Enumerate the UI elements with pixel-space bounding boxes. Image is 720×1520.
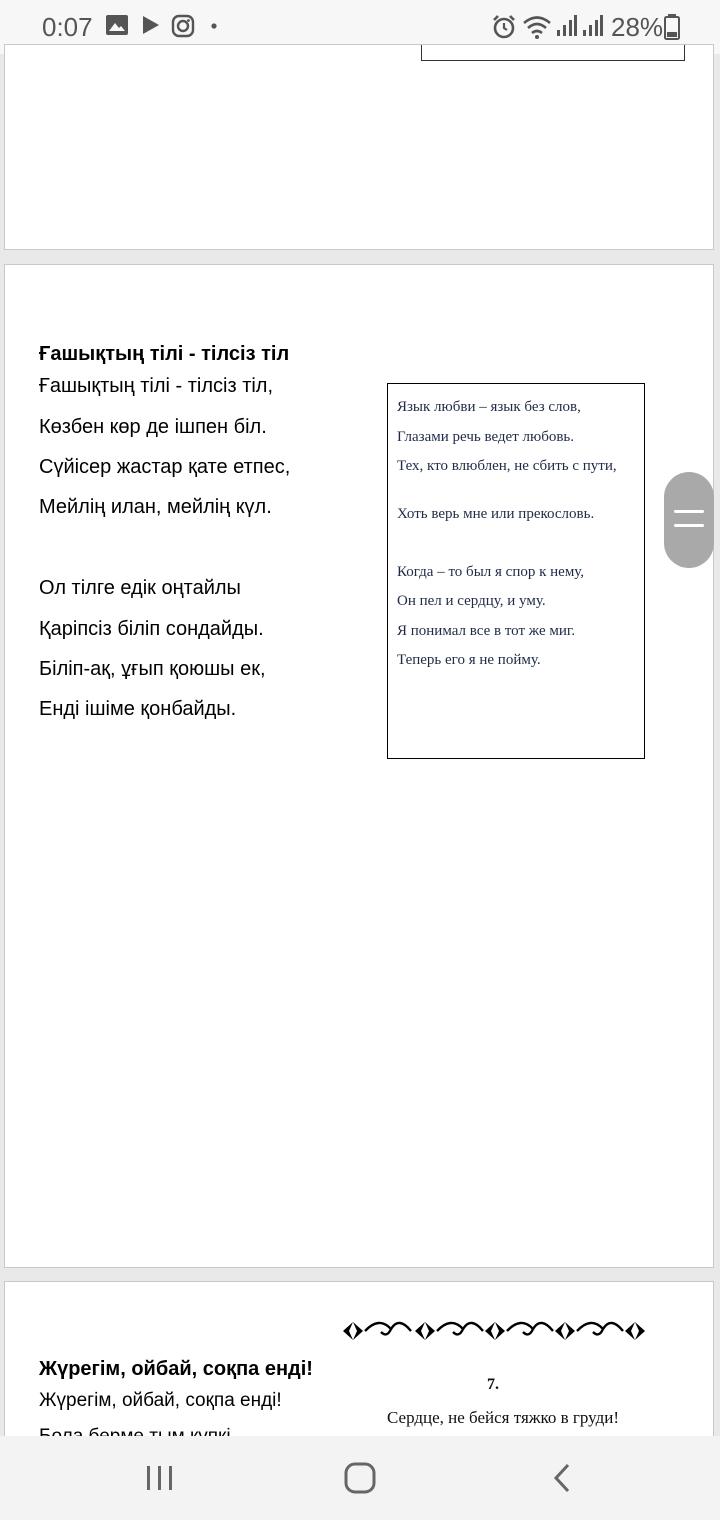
battery-icon xyxy=(664,14,680,40)
poem-title: Ғашықтың тілі - тілсіз тіл xyxy=(39,343,290,365)
alarm-icon xyxy=(491,14,517,40)
back-button[interactable] xyxy=(502,1436,622,1520)
home-icon xyxy=(344,1462,376,1494)
ornament-divider xyxy=(335,1312,653,1350)
status-time: 0:07 xyxy=(42,12,93,42)
translation-title: Сердце, не бейся тяжко в груди! xyxy=(387,1408,620,1427)
poem-line: Көзбен көр де ішпен біл. xyxy=(39,416,267,438)
translation-box xyxy=(387,383,645,759)
translation-line: Тех, кто влюблен, не сбить с пути, xyxy=(397,458,617,474)
translation-line: Когда – то был я спор к нему, xyxy=(397,564,585,580)
poem-line: Қаріпсіз біліп сондайды. xyxy=(39,618,264,640)
handle-grip-line xyxy=(674,510,704,513)
translation-line: Хоть верь мне или прекословь. xyxy=(397,506,595,522)
play-icon xyxy=(141,14,161,36)
translation-line: Теперь его я не пойму. xyxy=(397,652,541,668)
document-page xyxy=(4,264,714,1268)
translation-line: Он пел и сердцу, и уму. xyxy=(397,593,546,609)
dot-icon xyxy=(210,22,218,30)
translation-line: Глазами речь ведет любовь. xyxy=(397,429,575,445)
scroll-handle[interactable] xyxy=(664,472,714,568)
recent-apps-icon xyxy=(145,1464,175,1492)
document-page xyxy=(4,44,714,250)
instagram-icon xyxy=(171,14,195,38)
poem-line: Енді ішіме қонбайды. xyxy=(39,698,237,720)
poem-line: Жүрегім, ойбай, соқпа енді! xyxy=(39,1390,282,1411)
document-viewer[interactable] xyxy=(0,54,720,1436)
home-button[interactable] xyxy=(300,1436,420,1520)
poem-line: Мейлің илан, мейлің күл. xyxy=(39,496,272,518)
gallery-icon xyxy=(105,14,129,36)
back-icon xyxy=(551,1463,573,1493)
poem-line: Ол тілге едік оңтайлы xyxy=(39,577,241,599)
text-box-fragment xyxy=(421,45,685,61)
translation-line: Я понимал все в тот же миг. xyxy=(397,623,576,639)
handle-grip-line xyxy=(674,524,704,527)
recent-apps-button[interactable] xyxy=(100,1436,220,1520)
battery-percent: 28% xyxy=(611,12,664,42)
signal-icon xyxy=(555,14,577,38)
navigation-bar xyxy=(0,1436,720,1520)
poem-line: Ғашықтың тілі - тілсіз тіл, xyxy=(39,375,274,397)
poem-line: Сүйісер жастар қате етпес, xyxy=(39,456,291,478)
poem-number: 7. xyxy=(487,1376,499,1393)
poem-title: Жүрегім, ойбай, соқпа енді! xyxy=(39,1358,313,1380)
wifi-icon xyxy=(522,14,552,40)
translation-line: Язык любви – язык без слов, xyxy=(397,399,581,415)
poem-line: Біліп-ақ, ұғып қоюшы ек, xyxy=(39,658,266,680)
signal-icon xyxy=(581,14,603,38)
